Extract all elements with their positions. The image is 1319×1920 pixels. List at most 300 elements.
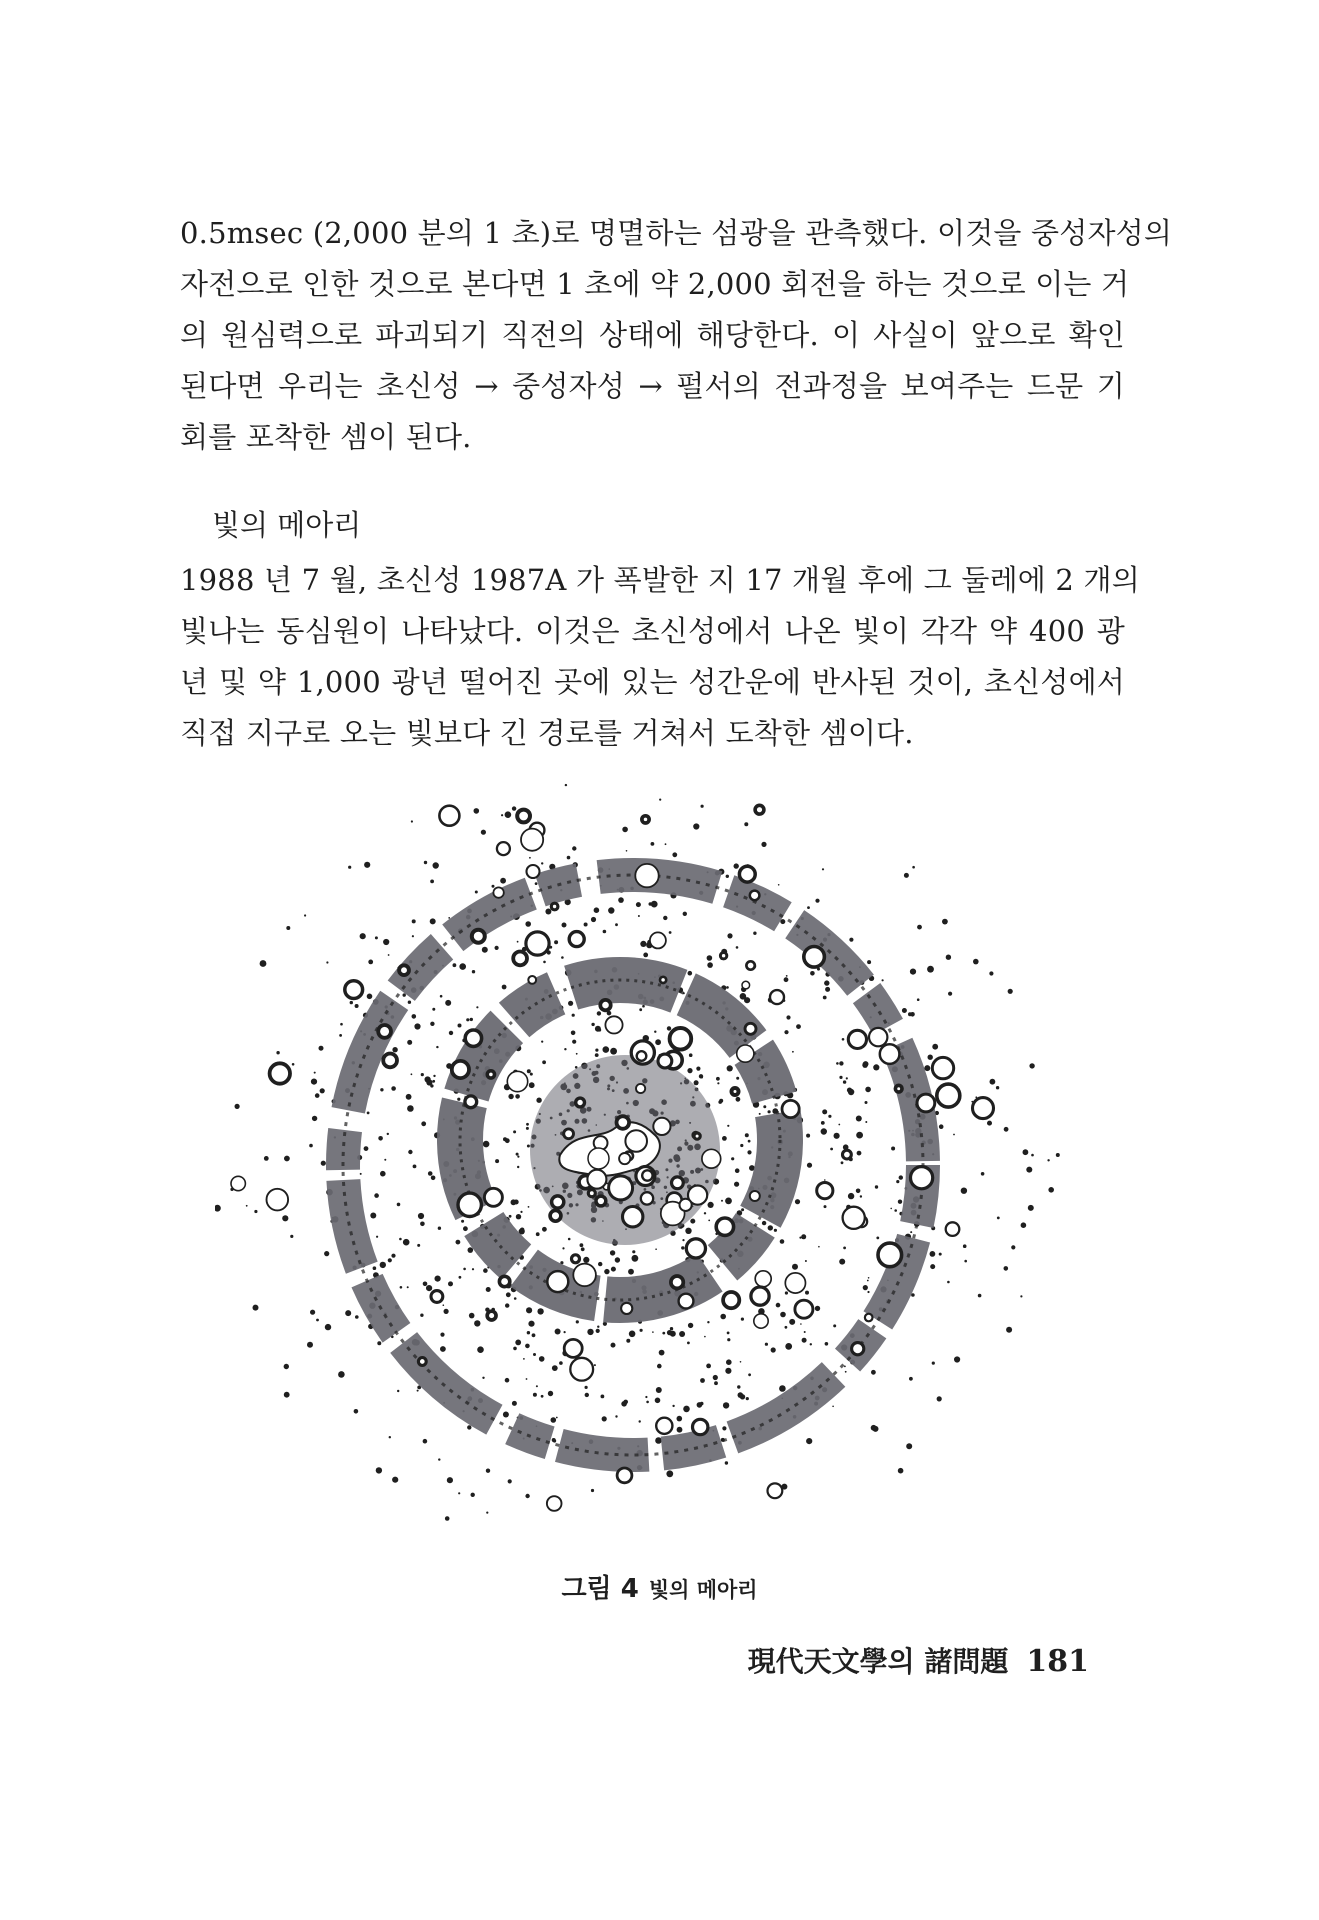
speckle — [611, 1267, 616, 1272]
speckle — [722, 1426, 726, 1430]
speckle — [865, 1087, 871, 1093]
speckle — [542, 1227, 547, 1232]
speckle — [683, 1406, 690, 1413]
speckle — [818, 1246, 820, 1248]
bubble — [770, 990, 784, 1004]
speckle — [552, 1438, 556, 1442]
speckle — [736, 1077, 739, 1080]
speckle — [411, 1073, 413, 1075]
speckle — [515, 1094, 520, 1099]
speckle — [392, 1477, 398, 1483]
bubble — [636, 1084, 645, 1093]
speckle — [438, 1458, 440, 1460]
speckle — [917, 998, 920, 1001]
speckle — [930, 1264, 935, 1269]
speckle — [571, 1031, 576, 1036]
speckle — [517, 1166, 519, 1168]
speckle — [904, 873, 909, 878]
speckle — [669, 931, 672, 934]
speckle — [689, 1053, 693, 1057]
speckle — [666, 1470, 673, 1477]
speckle — [1026, 1167, 1032, 1173]
paragraph-line: 자전으로 인한 것으로 본다면 1 초에 약 2,000 회전을 하는 것으로 이는 거 — [180, 267, 1130, 301]
speckle — [778, 884, 780, 886]
speckle — [706, 1364, 711, 1369]
speckle — [810, 971, 815, 976]
speckle — [568, 1238, 571, 1241]
speckle — [310, 1310, 315, 1315]
speckle — [392, 1047, 397, 1052]
bubble — [750, 1191, 760, 1201]
speckle — [541, 1041, 543, 1043]
speckle — [768, 1225, 773, 1230]
speckle — [740, 1144, 743, 1147]
speckle — [435, 1276, 441, 1282]
speckle — [618, 897, 624, 903]
speckle — [512, 1401, 517, 1406]
speckle — [400, 1286, 403, 1289]
speckle — [681, 1246, 684, 1249]
speckle — [411, 820, 413, 822]
bubble — [693, 1419, 708, 1434]
speckle — [726, 1359, 732, 1365]
speckle — [642, 1005, 645, 1008]
speckle — [645, 1396, 647, 1398]
speckle — [824, 980, 829, 985]
speckle — [696, 1067, 700, 1071]
bubble — [817, 1183, 833, 1199]
speckle — [597, 1011, 601, 1015]
paragraph-line: 회를 포착한 셈이 된다. — [180, 420, 472, 454]
bubble — [680, 1199, 692, 1211]
speckle — [776, 1303, 781, 1308]
speckle — [515, 1340, 521, 1346]
bubble — [465, 1030, 481, 1046]
bubble — [635, 864, 658, 887]
bubble — [869, 1028, 887, 1046]
bubble — [895, 1085, 902, 1092]
speckle — [987, 1121, 992, 1126]
speckle — [533, 1353, 536, 1356]
bubble — [795, 1300, 813, 1318]
speckle — [486, 1512, 488, 1514]
speckle — [654, 1031, 656, 1033]
speckle — [339, 1034, 342, 1037]
bubble — [737, 1045, 754, 1062]
speckle — [364, 862, 370, 868]
speckle — [564, 1048, 566, 1050]
speckle — [623, 1400, 628, 1405]
speckle — [762, 1221, 766, 1225]
speckle — [440, 995, 443, 998]
speckle — [444, 1309, 449, 1314]
bubble — [564, 1339, 582, 1357]
bubble — [521, 829, 543, 851]
speckle — [1021, 1222, 1027, 1228]
speckle — [407, 1040, 412, 1045]
speckle — [472, 970, 475, 973]
speckle — [670, 1327, 673, 1330]
speckle — [397, 1203, 401, 1207]
speckle — [849, 938, 853, 942]
paragraph-line: 의 원심력으로 파괴되기 직전의 상태에 해당한다. 이 사실이 앞으로 확인 — [180, 318, 1125, 352]
speckle — [841, 1161, 844, 1164]
bubble — [782, 1100, 799, 1117]
bubble — [619, 1153, 630, 1164]
speckle — [973, 959, 979, 965]
speckle — [784, 1030, 788, 1034]
speckle — [727, 933, 732, 938]
speckle — [512, 806, 516, 810]
speckle — [471, 1493, 475, 1497]
speckle — [453, 963, 457, 967]
speckle — [403, 1239, 410, 1246]
bubble — [551, 903, 558, 910]
speckle — [677, 1427, 683, 1433]
speckle — [555, 1329, 561, 1335]
speckle — [1031, 1154, 1034, 1157]
speckle — [856, 1116, 862, 1122]
speckle — [713, 1375, 718, 1380]
speckle — [483, 1141, 490, 1148]
speckle — [734, 863, 739, 868]
speckle — [424, 861, 427, 864]
speckle — [595, 1053, 599, 1057]
speckle — [215, 1205, 221, 1212]
speckle — [513, 1130, 516, 1133]
speckle — [611, 1343, 616, 1348]
book-title: 現代天文學의 諸問題 — [747, 1645, 1009, 1678]
bubble — [670, 1028, 692, 1050]
bubble — [656, 1418, 672, 1434]
speckle — [725, 1198, 732, 1205]
speckle — [708, 1202, 714, 1208]
speckle — [810, 1343, 812, 1345]
speckle — [474, 808, 480, 814]
speckle — [744, 822, 748, 826]
speckle — [910, 1231, 912, 1233]
speckle — [997, 1217, 1000, 1220]
speckle — [523, 1358, 525, 1360]
speckle — [953, 1134, 955, 1136]
speckle — [796, 1024, 801, 1029]
bubble — [694, 1133, 700, 1139]
bubble — [865, 1314, 873, 1322]
speckle — [536, 1385, 538, 1387]
speckle — [408, 1150, 412, 1154]
speckle — [527, 1069, 531, 1073]
bubble — [527, 865, 540, 878]
bubble — [564, 1129, 574, 1139]
speckle — [528, 1321, 534, 1327]
speckle — [978, 1294, 982, 1298]
section-heading: 빛의 메아리 — [212, 508, 362, 542]
speckle — [932, 1044, 938, 1050]
speckle — [721, 1200, 723, 1202]
speckle — [856, 1132, 863, 1139]
speckle — [325, 1324, 331, 1330]
speckle — [576, 1320, 579, 1323]
bubble — [768, 1483, 783, 1498]
speckle — [1056, 1153, 1060, 1157]
speckle — [795, 1199, 800, 1204]
speckle — [639, 1008, 642, 1011]
speckle — [771, 1347, 776, 1352]
speckle — [792, 1051, 794, 1053]
speckle — [536, 1232, 540, 1236]
speckle — [815, 899, 819, 903]
speckle — [425, 1076, 431, 1082]
speckle — [517, 1156, 519, 1158]
speckle — [704, 1336, 706, 1338]
speckle — [636, 902, 641, 907]
speckle — [597, 1326, 599, 1328]
speckle — [610, 1048, 617, 1055]
speckle — [719, 1099, 723, 1103]
speckle — [568, 1001, 573, 1006]
speckle — [632, 1250, 635, 1253]
speckle — [525, 1344, 530, 1349]
speckle — [591, 1023, 594, 1026]
light-echo-image — [215, 780, 1065, 1525]
speckle — [440, 1346, 446, 1352]
bubble — [745, 1023, 756, 1034]
speckle — [514, 1297, 517, 1300]
speckle — [315, 1093, 320, 1098]
speckle — [345, 1310, 351, 1316]
speckle — [643, 953, 648, 958]
speckle — [483, 1268, 488, 1273]
speckle — [917, 925, 922, 930]
speckle — [474, 1320, 480, 1326]
speckle — [551, 1417, 557, 1423]
speckle — [768, 1110, 771, 1113]
speckle — [367, 1112, 370, 1115]
speckle — [475, 891, 478, 894]
speckle — [875, 1185, 878, 1188]
bubble — [623, 1207, 643, 1227]
speckle — [981, 1172, 985, 1176]
speckle — [355, 1315, 359, 1319]
speckle — [580, 1243, 584, 1247]
speckle — [436, 1046, 438, 1048]
speckle — [845, 1371, 847, 1373]
speckle — [868, 1277, 870, 1279]
speckle — [1048, 1187, 1054, 1193]
speckle — [307, 1342, 313, 1348]
speckle — [876, 1237, 879, 1240]
speckle — [823, 996, 827, 1000]
speckle — [505, 1303, 509, 1307]
bubble — [576, 1098, 585, 1107]
speckle — [364, 1146, 369, 1151]
bubble — [600, 1000, 610, 1010]
bubble — [937, 1084, 960, 1107]
speckle — [459, 963, 466, 970]
bubble — [552, 1196, 564, 1208]
speckle — [726, 875, 729, 878]
speckle — [314, 1072, 316, 1074]
speckle — [659, 1350, 665, 1356]
speckle — [839, 1061, 843, 1065]
speckle — [476, 1006, 478, 1008]
speckle — [525, 921, 531, 927]
speckle — [383, 939, 389, 945]
speckle — [505, 1378, 510, 1383]
speckle — [264, 1156, 269, 1161]
speckle — [506, 1292, 511, 1297]
speckle — [894, 1209, 897, 1212]
speckle — [466, 1018, 469, 1021]
speckle — [520, 1211, 522, 1213]
speckle — [525, 1494, 529, 1498]
speckle — [807, 906, 810, 909]
speckle — [655, 1398, 661, 1404]
bubble — [547, 1496, 562, 1511]
bubble — [843, 1150, 852, 1159]
speckle — [373, 1266, 377, 1270]
speckle — [253, 1305, 259, 1311]
speckle — [481, 830, 486, 835]
speckle — [399, 1238, 402, 1241]
speckle — [1023, 1149, 1029, 1155]
bubble — [399, 965, 409, 975]
bubble — [742, 981, 750, 989]
speckle — [727, 1065, 733, 1071]
bubble — [497, 842, 510, 855]
speckle — [990, 1079, 996, 1085]
speckle — [445, 1000, 451, 1006]
bubble — [702, 1149, 721, 1168]
speckle — [284, 1364, 289, 1369]
speckle — [785, 1291, 788, 1294]
speckle — [910, 969, 916, 975]
speckle — [384, 1159, 386, 1161]
speckle — [505, 811, 512, 818]
speckle — [856, 1189, 861, 1194]
speckle — [517, 941, 519, 943]
speckle — [602, 1416, 607, 1421]
bubble — [642, 1170, 652, 1180]
page-number: 181 — [1026, 1644, 1089, 1679]
speckle — [848, 1193, 854, 1199]
speckle — [753, 932, 756, 935]
speckle — [445, 1516, 450, 1521]
speckle — [463, 1268, 466, 1271]
bubble — [345, 981, 363, 999]
speckle — [503, 1137, 507, 1141]
speckle — [954, 1356, 960, 1362]
speckle — [457, 1098, 460, 1101]
bubble — [804, 947, 825, 968]
speckle — [477, 1346, 484, 1353]
speckle — [403, 993, 406, 996]
speckle — [587, 1329, 593, 1335]
bubble — [507, 1071, 527, 1091]
speckle — [899, 1175, 903, 1179]
speckle — [368, 960, 373, 965]
speckle — [657, 1364, 662, 1369]
speckle — [842, 1038, 845, 1041]
speckle — [338, 1371, 345, 1378]
speckle — [426, 1285, 432, 1291]
speckle — [511, 1199, 517, 1205]
speckle — [417, 1390, 419, 1392]
speckle — [908, 1012, 912, 1016]
speckle — [677, 1416, 683, 1422]
speckle — [839, 1076, 842, 1079]
speckle — [311, 1079, 317, 1085]
speckle — [552, 1365, 558, 1371]
speckle — [655, 1248, 657, 1250]
speckle — [537, 1308, 543, 1314]
bubble — [596, 1196, 606, 1206]
speckle — [495, 946, 499, 950]
speckle — [526, 1307, 532, 1313]
speckle — [470, 1018, 473, 1021]
speckle — [374, 1193, 379, 1198]
speckle — [449, 1031, 453, 1035]
bubble — [880, 1044, 900, 1064]
speckle — [704, 1212, 706, 1214]
speckle — [320, 1088, 325, 1093]
speckle — [576, 1053, 578, 1055]
bubble — [570, 1358, 593, 1381]
speckle — [640, 941, 646, 947]
speckle — [785, 1326, 788, 1329]
speckle — [961, 1188, 967, 1194]
speckle — [882, 979, 884, 981]
speckle — [421, 1121, 426, 1126]
speckle — [433, 862, 439, 868]
speckle — [458, 1492, 460, 1494]
speckle — [583, 1257, 589, 1263]
bubble — [458, 1193, 481, 1216]
speckle — [937, 1396, 942, 1401]
speckle — [863, 1061, 869, 1067]
speckle — [541, 862, 543, 864]
speckle — [784, 977, 789, 982]
bubble — [528, 976, 536, 984]
speckle — [670, 1331, 676, 1337]
speckle — [832, 1406, 834, 1408]
speckle — [608, 907, 614, 913]
speckle — [891, 1147, 895, 1151]
bubble — [716, 1218, 733, 1235]
speckle — [912, 866, 915, 869]
speckle — [448, 917, 450, 919]
bubble — [378, 1025, 391, 1038]
speckle — [806, 1134, 810, 1138]
speckle — [378, 1136, 383, 1141]
bubble — [642, 816, 649, 823]
speckle — [693, 823, 699, 829]
bubble — [617, 1468, 632, 1483]
speckle — [707, 962, 713, 968]
speckle — [312, 1116, 317, 1121]
speckle — [763, 1105, 766, 1108]
paragraph-line: 직접 지구로 오는 빛보다 긴 경로를 거쳐서 도착한 셈이다. — [180, 716, 914, 750]
speckle — [807, 1163, 812, 1168]
speckle — [340, 1023, 343, 1026]
speckle — [561, 956, 564, 959]
speckle — [284, 1156, 290, 1162]
speckle — [690, 1219, 695, 1224]
speckle — [736, 1097, 741, 1102]
speckle — [360, 933, 366, 939]
speckle — [472, 1268, 474, 1270]
speckle — [529, 857, 531, 859]
